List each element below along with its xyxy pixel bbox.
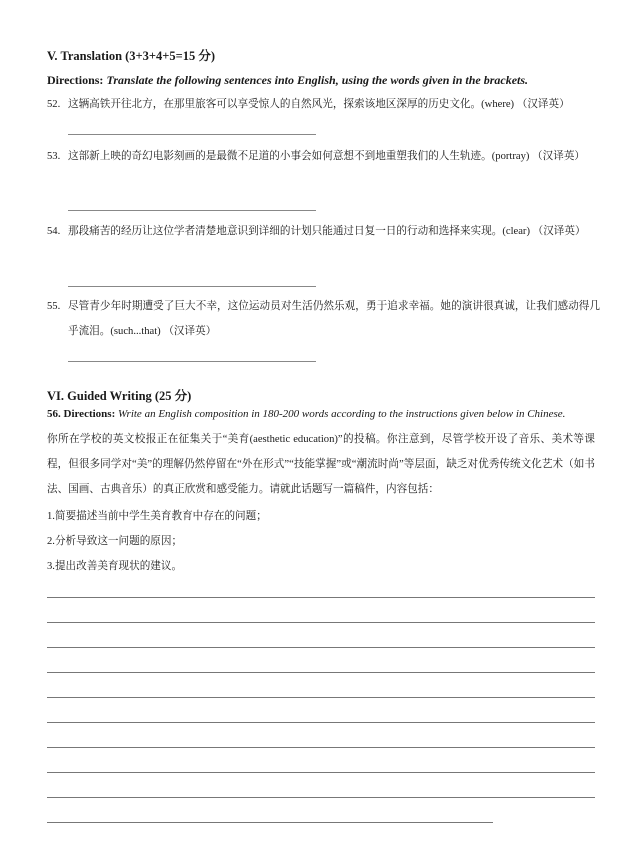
directions-number: 56. [47, 408, 61, 420]
writing-line[interactable] [47, 772, 595, 773]
question-number: 54. [47, 226, 61, 237]
translation-directions [47, 73, 528, 88]
question-text: 这部新上映的奇幻电影刻画的是最微不足道的小事会如何意想不到地重塑我们的人生轨迹。(portray) （汉译英） [68, 151, 586, 162]
writing-point-2: 2.分析导致这一问题的原因； [47, 536, 183, 547]
question-52 [47, 92, 600, 117]
question-number: 52. [47, 99, 61, 110]
question-number: 55. [47, 301, 61, 312]
answer-line-55[interactable] [68, 361, 316, 362]
writing-line[interactable] [47, 797, 595, 798]
writing-line[interactable] [47, 697, 595, 698]
question-55 [47, 294, 600, 344]
writing-prompt: 你所在学校的英文校报正在征集关于“美育(aesthetic education)”的投稿。你注意到，尽管学校开设了音乐、美术等课程，但很多同学对“美”的理解仍然停留在“外在形式”“技能掌握”或“潮流时尚”等层面，缺乏对优秀传统文化艺术（如书法、国画、古典音乐）的真正欣赏和感受能力。请就此话题写一篇稿件，内容包括： [47, 434, 595, 495]
directions-text: Translate the following sentences into English, using the words given in the brackets. [106, 73, 529, 87]
question-text: 这辆高铁开往北方，在那里旅客可以享受惊人的自然风光，探索该地区深厚的历史文化。(where) （汉译英） [68, 99, 570, 110]
question-53 [47, 144, 600, 169]
writing-line[interactable] [47, 722, 595, 723]
writing-point-1: 1.简要描述当前中学生美育教育中存在的问题； [47, 511, 267, 522]
question-54 [47, 219, 600, 244]
section-title-guided-writing: VI. Guided Writing (25 分) [47, 389, 192, 403]
section-title-translation: V. Translation (3+3+4+5=15 分) [47, 49, 216, 63]
writing-point-3: 3.提出改善美育现状的建议。 [47, 561, 183, 572]
writing-directions [47, 402, 595, 427]
answer-line-54[interactable] [68, 286, 316, 287]
question-text: 那段痛苦的经历让这位学者清楚地意识到详细的计划只能通过日复一日的行动和选择来实现。(clear) （汉译英） [68, 226, 586, 237]
answer-line-53[interactable] [68, 210, 316, 211]
question-text: 尽管青少年时期遭受了巨大不幸，这位运动员对生活仍然乐观，勇于追求幸福。她的演讲很真诚，让我们感动得几乎流泪。(such...that) （汉译英） [68, 301, 600, 337]
directions-label: Directions: [47, 73, 104, 87]
directions-text: Write an English composition in 180-200 words according to the instructions given below in Chinese. [117, 408, 566, 420]
writing-line[interactable] [47, 822, 493, 823]
writing-line[interactable] [47, 597, 595, 598]
writing-line[interactable] [47, 672, 595, 673]
writing-line[interactable] [47, 622, 595, 623]
directions-label: Directions: [63, 408, 116, 420]
writing-line[interactable] [47, 747, 595, 748]
question-number: 53. [47, 151, 61, 162]
answer-line-52[interactable] [68, 134, 316, 135]
writing-line[interactable] [47, 647, 595, 648]
